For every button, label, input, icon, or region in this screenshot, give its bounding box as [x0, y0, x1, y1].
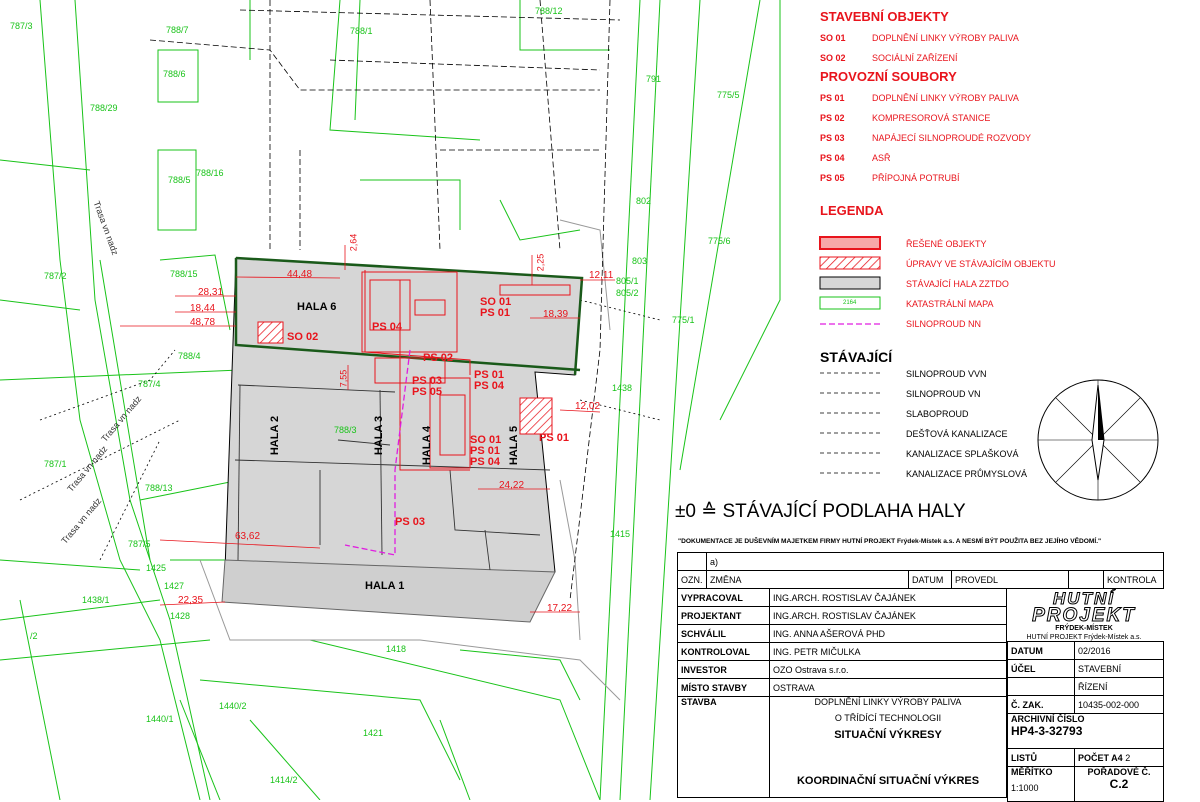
legend-row: PS 05 PŘÍPOJNÁ POTRUBÍ: [820, 173, 960, 183]
legend-item: DEŠŤOVÁ KANALIZACE: [906, 429, 1008, 439]
legend-item: ŘEŠENÉ OBJEKTY: [906, 239, 987, 249]
parcel-number: 788/12: [535, 6, 563, 16]
legend-row: PS 01 DOPLNĚNÍ LINKY VÝROBY PALIVA: [820, 93, 1019, 103]
hall-3-label: HALA 3: [373, 415, 386, 456]
parcel-number: 787/4: [138, 379, 161, 389]
parcel-number: /2: [30, 631, 38, 641]
parcel-number: 1421: [363, 728, 384, 738]
parcel-number: 805/2: [616, 288, 639, 298]
label-ps01: PS 01: [474, 369, 504, 381]
legend-item: SILNOPROUD VN: [906, 389, 981, 399]
legenda-heading: LEGENDA: [820, 203, 884, 218]
parcel-number: 788/15: [170, 269, 198, 279]
parcel-number: 805/1: [616, 276, 639, 286]
parcel-number: 1418: [386, 644, 407, 654]
dimension-label: 28,31: [198, 287, 224, 298]
parcel-number: 788/29: [90, 103, 118, 113]
parcel-number: 1427: [164, 581, 185, 591]
parcel-number: 1440/1: [146, 714, 174, 724]
legend-row: PS 03 NAPÁJECÍ SILNOPROUDÉ ROZVODY: [820, 133, 1032, 143]
hall-6-label: HALA 6: [297, 301, 337, 313]
legend-item: KANALIZACE SPLAŠKOVÁ: [906, 449, 1019, 459]
revision-table: a) OZN. ZMĚNA DATUM PROVEDL KONTROLA: [677, 552, 1164, 589]
dimension-label: 63,62: [235, 531, 261, 542]
stavebni-objekty-heading: STAVEBNÍ OBJEKTY: [820, 9, 949, 24]
parcel-number: 788/6: [163, 69, 186, 79]
dimension-label: 24,22: [499, 480, 525, 491]
hall-5-label: HALA 5: [508, 425, 521, 466]
route-label: Trasa vn nadz: [91, 199, 121, 257]
legend-item: ÚPRAVY VE STÁVAJÍCÍM OBJEKTU: [906, 259, 1056, 269]
dimension-label: 44,48: [287, 269, 313, 280]
legend-sample-number: 2164: [843, 300, 857, 306]
label-so01: SO 01: [470, 434, 502, 446]
label-ps01: PS 01: [539, 432, 569, 444]
label-ps02: PS 02: [423, 352, 453, 364]
route-label: Trasa vn nadz: [65, 443, 110, 494]
stavajici-heading: STÁVAJÍCÍ: [820, 349, 893, 365]
dimension-label: 18,39: [543, 309, 569, 320]
provozni-soubory-heading: PROVOZNÍ SOUBORY: [820, 69, 957, 84]
parcel-number: 1428: [170, 611, 191, 621]
company-logo: HUTNÍ PROJEKT FRÝDEK-MÍSTEK HUTNÍ PROJEKT Frýdek-Místek a.s.: [1026, 589, 1142, 641]
label-ps04: PS 04: [470, 456, 500, 468]
dimension-label: 7,55: [338, 369, 349, 388]
dimension-label: 22,35: [178, 595, 204, 606]
parcel-number: 803: [632, 256, 648, 266]
dimension-label: 17,22: [547, 603, 573, 614]
legend-item: STÁVAJÍCÍ HALA ZZTDO: [906, 279, 1009, 289]
dimension-label: 2,64: [348, 233, 359, 252]
hall-1-label: HALA 1: [365, 580, 405, 592]
legend-item: KATASTRÁLNÍ MAPA: [906, 299, 994, 309]
label-ps03: PS 03: [395, 516, 425, 528]
hall-2-label: HALA 2: [269, 415, 282, 456]
parcel-number: 787/3: [10, 21, 33, 31]
legend-item: KANALIZACE PRŮMYSLOVÁ: [906, 469, 1028, 479]
dimension-label: 48,78: [190, 317, 216, 328]
legend-item: SLABOPROUD: [906, 409, 969, 419]
parcel-number: 1414/2: [270, 775, 298, 785]
copyright-notice: "DOKUMENTACE JE DUŠEVNÍM MAJETKEM FIRMY HUTNÍ PROJEKT Frýdek-Místek a.s. A NESMÍ BÝT POUŽITA BEZ JEJÍHO VĚDOMÍ.": [678, 538, 1102, 545]
dimension-label: 12,02: [575, 401, 601, 412]
title-block-left: VYPRACOVAL ING.ARCH. ROSTISLAV ČAJÁNEK PROJEKTANT ING.ARCH. ROSTISLAV ČAJÁNEK SCHVÁLIL ING. ANNA AŠEROVÁ PHD KONTROLOVAL ING. PETR MIČULKA INVESTOR OZO Ostrava s.r.o. MÍSTO STAVBY OSTRAVA STAVBA DOPLNĚNÍ LINKY VÝROBY PALIVA O TŘÍDÍCÍ TECHNOLOGII SITUAČNÍ VÝKRESY KOORDINAČNÍ SITUAČNÍ VÝKRES: [677, 588, 1007, 798]
legend-swatches: [820, 237, 880, 324]
label-so01: SO 01: [480, 296, 512, 308]
parcel-number: 788/13: [145, 483, 173, 493]
legend-row: PS 04 ASŘ: [820, 153, 891, 163]
parcel-number: 1438: [612, 383, 633, 393]
legend-row: SO 01 DOPLNĚNÍ LINKY VÝROBY PALIVA: [820, 33, 1019, 43]
parcel-number: 787/2: [44, 271, 67, 281]
parcel-number: 787/1: [44, 459, 67, 469]
dimension-label: 12,11: [589, 270, 614, 281]
dimension-label: 2,25: [535, 253, 546, 272]
legend-item: SILNOPROUD VVN: [906, 369, 987, 379]
parcel-number: 788/1: [350, 26, 373, 36]
parcel-number: 1425: [146, 563, 167, 573]
parcel-number: 788/5: [168, 175, 191, 185]
label-ps01: PS 01: [480, 307, 510, 319]
title-block-right: DATUM 02/2016 ÚČEL STAVEBNÍ ŘÍZENÍ Č. ZAK. 10435-002-000 ARCHIVNÍ ČÍSLO HP4-3-32793 LISTŮ POČET A4 2 MĚŘÍTKO 1:1000 POŘADOVÉ Č. C.2: [1007, 641, 1164, 802]
legend-row: SO 02 SOCIÁLNÍ ZAŘÍZENÍ: [820, 53, 958, 63]
parcel-number: 788/3: [334, 425, 357, 435]
parcel-number: 788/16: [196, 168, 224, 178]
label-ps04: PS 04: [372, 321, 402, 333]
parcel-number: 788/4: [178, 351, 201, 361]
hall-4-label: HALA 4: [421, 425, 434, 466]
parcel-number: 775/6: [708, 236, 731, 246]
label-ps04: PS 04: [474, 380, 504, 392]
label-ps01: PS 01: [470, 445, 500, 457]
parcel-number: 788/7: [166, 25, 189, 35]
floor-reference-note: ±0 ≙ STÁVAJÍCÍ PODLAHA HALY: [675, 501, 966, 522]
parcel-number: 1440/2: [219, 701, 247, 711]
label-ps03: PS 03: [412, 375, 442, 387]
parcel-number: 1415: [610, 529, 631, 539]
legend-item: SILNOPROUD NN: [906, 319, 982, 329]
compass-icon: [1038, 380, 1158, 500]
dimension-label: 18,44: [190, 303, 216, 314]
route-label: Trasa vn nadz: [59, 495, 104, 546]
label-so02: SO 02: [287, 331, 319, 343]
legend-row: PS 02 KOMPRESOROVÁ STANICE: [820, 113, 991, 123]
label-ps05: PS 05: [412, 386, 442, 398]
parcel-number: 791: [646, 74, 662, 84]
parcel-number: 787/5: [128, 539, 151, 549]
parcel-number: 1438/1: [82, 595, 110, 605]
parcel-number: 775/5: [717, 90, 740, 100]
route-label: Trasa vn nadz: [99, 393, 144, 444]
parcel-number: 802: [636, 196, 652, 206]
parcel-number: 775/1: [672, 315, 695, 325]
